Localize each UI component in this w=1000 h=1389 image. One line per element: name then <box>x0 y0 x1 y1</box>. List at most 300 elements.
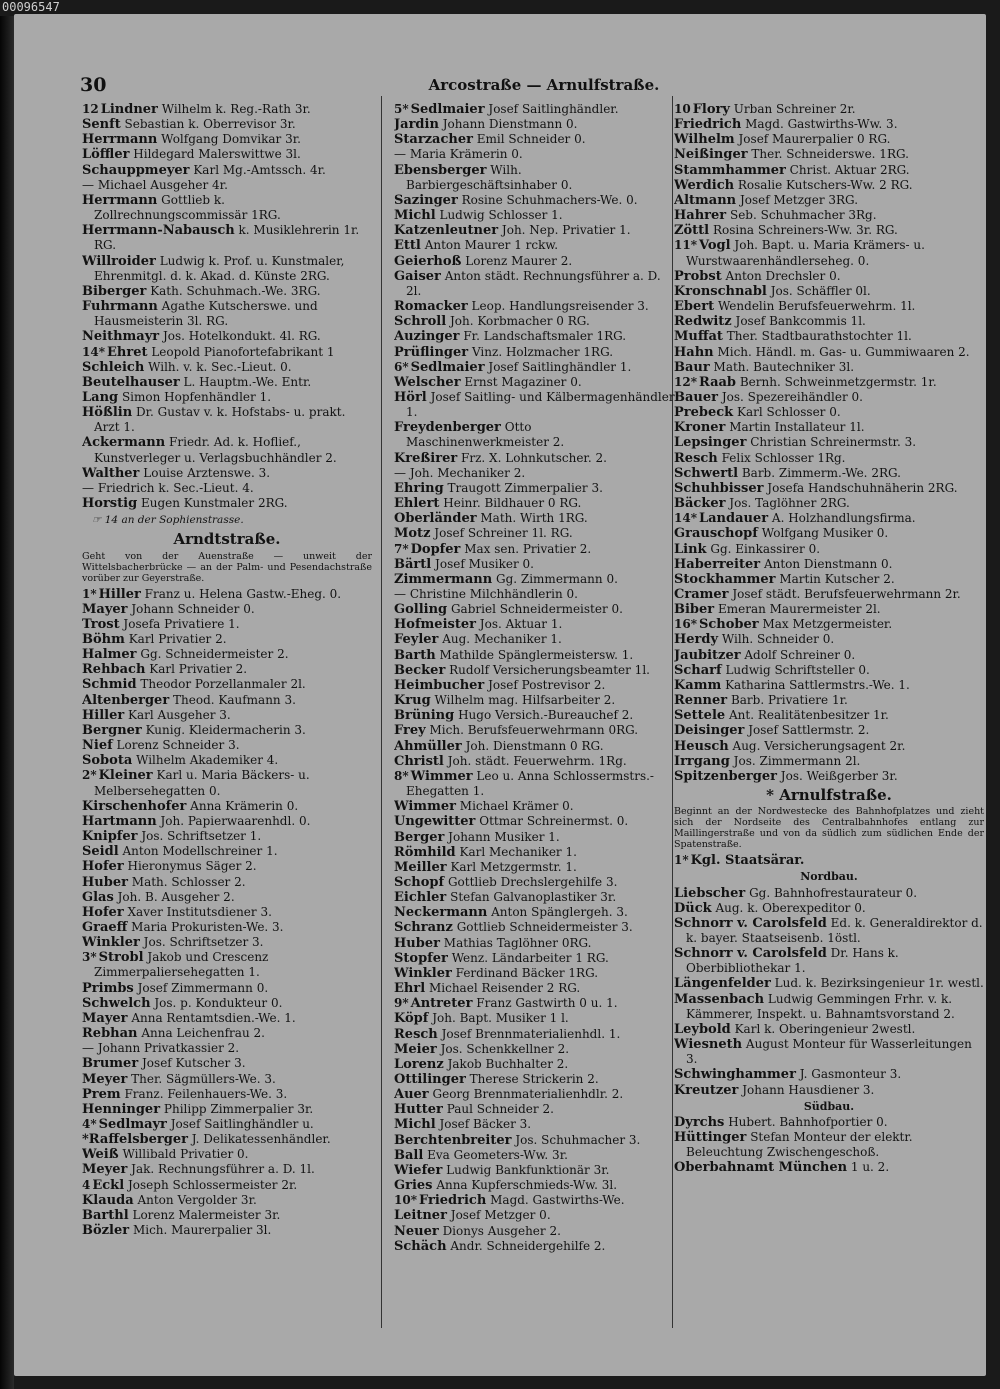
resident-details: Eugen Kunstmaler 2RG. <box>140 496 288 511</box>
resident-name: Walther <box>82 465 140 481</box>
directory-entry <box>82 829 372 844</box>
resident-name: Schauppmeyer <box>82 162 190 178</box>
entry-list-nordbau <box>674 886 984 1098</box>
resident-name: Sobota <box>82 753 133 769</box>
resident-name: Oberbahnamt München <box>674 1160 848 1176</box>
resident-details: Anton Dienstmann 0. <box>763 556 893 571</box>
cross-reference-note: ☞ 14 an der Sophienstrasse. <box>92 514 244 527</box>
resident-details: Jos. Weißgerber 3r. <box>780 768 898 783</box>
resident-details: Anna Krämerin 0. <box>190 798 299 813</box>
directory-entry <box>394 375 676 390</box>
directory-entry <box>394 1057 676 1072</box>
resident-details: Max sen. Privatier 2. <box>464 541 592 556</box>
resident-name: Feyler <box>394 632 439 648</box>
resident-name: Michl <box>394 208 436 224</box>
directory-entry <box>82 1223 372 1238</box>
resident-name: Heusch <box>674 738 729 754</box>
directory-entry <box>82 890 372 905</box>
directory-entry <box>82 329 372 344</box>
resident-name: Meyer <box>82 1162 128 1178</box>
house-number: 1* <box>674 853 689 868</box>
resident-details: Karl Privatier 2. <box>128 632 227 646</box>
resident-details: Jak. Rechnungsführer a. D. 1l. <box>131 1162 315 1177</box>
directory-entry <box>394 739 676 754</box>
directory-entry <box>674 299 984 314</box>
resident-name: Neuer <box>394 1223 439 1239</box>
resident-details: Wilhelm mag. Hilfsarbeiter 2. <box>434 693 616 708</box>
resident-name: Wimmer <box>410 768 473 784</box>
resident-name: Werdich <box>674 177 735 193</box>
resident-name: Friedrich <box>418 1193 487 1209</box>
resident-name: Herdy <box>674 632 719 648</box>
resident-name: Hörl <box>394 389 427 405</box>
resident-details: Jos. Hotelkondukt. 4l. RG. <box>162 329 321 344</box>
directory-entry <box>82 587 372 602</box>
house-number: 9* <box>394 996 409 1011</box>
resident-name: Golling <box>394 602 448 618</box>
directory-entry <box>394 269 676 299</box>
resident-details: Urban Schreiner 2r. <box>733 102 856 116</box>
directory-entry <box>394 329 676 344</box>
resident-details: Emeran Maurermeister 2l. <box>717 602 881 617</box>
directory-entry <box>394 996 676 1011</box>
directory-entry <box>394 223 676 238</box>
resident-details: Wilhelm k. Reg.-Rath 3r. <box>161 102 311 116</box>
directory-entry <box>82 1041 372 1056</box>
resident-details: Kunig. Kleidermacherin 3. <box>145 722 306 737</box>
directory-entry <box>82 905 372 920</box>
resident-name: Schober <box>698 617 759 633</box>
resident-details: Dr. Gustav v. k. Hofstabs- u. prakt. Arzt 1. <box>94 405 346 435</box>
resident-name: Stopfer <box>394 950 448 966</box>
resident-details: Otto Maschinenwerkmeister 2. <box>406 420 565 450</box>
resident-name: Huber <box>82 874 128 890</box>
directory-entry <box>394 557 676 572</box>
directory-entry <box>674 390 984 405</box>
directory-entry <box>674 1130 984 1160</box>
resident-details: Ant. Realitätenbesitzer 1r. <box>728 708 889 723</box>
resident-details: Ferdinand Bäcker 1RG. <box>455 965 599 980</box>
directory-entry <box>674 693 984 708</box>
directory-entry <box>674 1160 984 1175</box>
directory-entry <box>394 1027 676 1042</box>
resident-details: L. Hauptm.-We. Entr. <box>183 374 312 389</box>
directory-entry <box>394 147 676 162</box>
directory-entry <box>82 677 372 692</box>
house-number: 1* <box>82 586 97 601</box>
resident-name: Prüflinger <box>394 344 469 360</box>
directory-entry <box>674 739 984 754</box>
resident-details: Ludwig k. Prof. u. Kunstmaler, Ehrenmitgl. d. k. Akad. d. Künste 2RG. <box>94 253 345 283</box>
directory-entry <box>674 132 984 147</box>
resident-details: Lorenz Schneider 3. <box>116 738 240 753</box>
resident-name: Schwelch <box>82 995 151 1011</box>
house-number: 4* <box>82 1117 97 1131</box>
directory-entry <box>82 799 372 814</box>
directory-entry <box>82 481 372 496</box>
directory-entry <box>82 223 372 253</box>
directory-entry <box>82 102 372 117</box>
directory-entry <box>394 981 676 996</box>
resident-name: *Raffelsberger <box>82 1132 188 1148</box>
resident-name: Lorenz <box>394 1056 444 1072</box>
resident-name: Neißinger <box>674 147 748 163</box>
resident-details: Josef Zimmermann 0. <box>137 980 269 995</box>
resident-details: Wenz. Ländarbeiter 1 RG. <box>451 950 609 965</box>
resident-name: Sedlmayr <box>98 1117 167 1132</box>
resident-name: Trost <box>82 616 120 632</box>
resident-name: Nief <box>82 738 113 754</box>
directory-entry <box>674 1067 984 1082</box>
subheading-nordbau: Nordbau. <box>800 870 858 884</box>
resident-details: Ernst Magaziner 0. <box>464 374 582 389</box>
directory-entry <box>394 1178 676 1193</box>
directory-entry <box>394 208 676 223</box>
directory-entry <box>674 481 984 496</box>
resident-name: Graeff <box>82 919 128 935</box>
resident-name: Scharf <box>674 662 722 678</box>
resident-details: Mich. Berufsfeuerwehrmann 0RG. <box>429 723 639 738</box>
directory-entry <box>82 299 372 329</box>
directory-entry <box>674 238 984 268</box>
resident-details: Wilhelm Akademiker 4. <box>136 753 279 768</box>
resident-details: Bernh. Schweinmetzgermstr. 1r. <box>739 374 937 389</box>
directory-entry <box>674 678 984 693</box>
resident-name: Starzacher <box>394 132 473 148</box>
house-number: 2* <box>82 768 97 783</box>
directory-entry <box>674 314 984 329</box>
column-left <box>82 102 372 1332</box>
directory-entry <box>394 360 676 375</box>
directory-entry <box>394 511 676 526</box>
directory-entry <box>394 466 676 481</box>
resident-details: Anton Spänglergeh. 3. <box>491 905 628 920</box>
directory-entry <box>674 329 984 344</box>
directory-entry <box>394 526 676 541</box>
resident-name: Kgl. Staatsärar. <box>690 853 805 869</box>
resident-details: Gg. Bahnhofrestaurateur 0. <box>749 885 918 900</box>
resident-name: Jardin <box>394 117 439 133</box>
resident-details: Hugo Versich.-Bureauchef 2. <box>458 708 634 723</box>
resident-details: Magd. Gastwirths-We. <box>490 1193 625 1208</box>
house-number: 12 <box>82 102 99 116</box>
resident-details: Mich. Händl. m. Gas- u. Gummiwaaren 2. <box>717 344 970 359</box>
resident-details: Aug. Versicherungsagent 2r. <box>732 738 906 753</box>
resident-details: Maria Prokuristen-We. 3. <box>131 919 284 934</box>
street-description-arnulfstrasse: Beginnt an der Nordwestecke des Bahnhofplatzes und zieht sich der Nordseite des Centralbahnhofes entlang zur Maillingerstraße und von da südlich zum südlichen Ende der Spatenstraße. <box>674 806 984 851</box>
resident-name: Leybold <box>674 1021 731 1037</box>
resident-details: Josef Musiker 0. <box>435 556 534 571</box>
resident-details: Hildegard Malerswittwe 3l. <box>133 147 301 162</box>
directory-entry <box>674 572 984 587</box>
directory-entry <box>82 844 372 859</box>
directory-entry <box>674 163 984 178</box>
directory-entry <box>674 632 984 647</box>
resident-details: Leo u. Anna Schlossermstrs.-Ehegatten 1. <box>406 768 654 799</box>
directory-entry <box>82 1162 372 1177</box>
directory-entry <box>82 193 372 223</box>
directory-entry <box>674 466 984 481</box>
resident-details: Gg. Einkassirer 0. <box>710 541 821 556</box>
resident-details: Philipp Zimmerpalier 3r. <box>163 1101 314 1116</box>
directory-entry <box>394 951 676 966</box>
resident-name: Ebert <box>674 299 715 315</box>
resident-name: Baur <box>674 359 710 375</box>
resident-name: Kamm <box>674 677 722 693</box>
resident-details: Josef Saitlinghändler u. <box>170 1117 314 1131</box>
resident-details: Xaver Institutsdiener 3. <box>127 904 272 919</box>
resident-name: Lepsinger <box>674 435 747 451</box>
house-number: 3* <box>82 950 97 965</box>
resident-details: Karl Privatier 2. <box>149 662 248 677</box>
resident-name: Weiß <box>82 1147 119 1163</box>
resident-name: Strobl <box>98 950 144 966</box>
resident-name: Rebhan <box>82 1026 138 1042</box>
resident-name: Schopf <box>394 874 445 890</box>
resident-details: Jakob Buchhalter 2. <box>447 1056 569 1071</box>
resident-name: Kreutzer <box>674 1082 739 1098</box>
resident-details: Wolfgang Domvikar 3r. <box>161 132 301 147</box>
resident-name: Freydenberger <box>394 420 501 436</box>
resident-details: Josef Brennmaterialienhdl. 1. <box>441 1026 621 1041</box>
resident-name: Hofmeister <box>394 617 476 633</box>
directory-entry <box>674 617 984 632</box>
directory-entry <box>82 496 372 511</box>
resident-details: Martin Installateur 1l. <box>729 420 865 435</box>
directory-entry <box>674 708 984 723</box>
resident-details: Aug. k. Oberexpeditor 0. <box>715 900 866 915</box>
resident-name: Settele <box>674 708 726 724</box>
resident-name: Motz <box>394 526 431 542</box>
directory-entry <box>82 345 372 360</box>
directory-entry <box>674 435 984 450</box>
resident-details: Jakob und Crescenz Zimmerpaliersehegatten 1. <box>94 950 269 980</box>
resident-name: Bergner <box>82 722 142 738</box>
resident-details: Aug. Mechaniker 1. <box>442 632 562 647</box>
resident-name: Ottilinger <box>394 1072 466 1087</box>
resident-name: Schranz <box>394 920 453 936</box>
resident-details: Traugott Zimmerpalier 3. <box>447 480 603 495</box>
resident-details: Ther. Stadtbaurathstochter 1l. <box>726 329 912 344</box>
resident-details: Josef städt. Berufsfeuerwehrmann 2r. <box>732 587 961 601</box>
directory-entry <box>394 1224 676 1239</box>
resident-name: Christl <box>394 753 444 769</box>
directory-entry <box>394 754 676 769</box>
resident-name: Seidl <box>82 844 119 860</box>
resident-name: Schwertl <box>674 465 739 481</box>
resident-name: Rehbach <box>82 662 146 678</box>
resident-details: August Monteur für Wasserleitungen 3. <box>686 1037 972 1067</box>
resident-details: Josef Postrevisor 2. <box>488 677 606 692</box>
resident-name: Schroll <box>394 314 447 330</box>
column-middle <box>394 102 676 1332</box>
resident-name: Eckl <box>92 1177 125 1193</box>
resident-details: Jos. Schäffler 0l. <box>770 283 871 298</box>
directory-entry <box>674 723 984 738</box>
resident-details: Josef Maurerpalier 0 RG. <box>738 132 891 147</box>
resident-name: Biber <box>674 602 715 618</box>
directory-entry <box>394 451 676 466</box>
resident-details: Kath. Schuhmach.-We. 3RG. <box>150 283 321 298</box>
resident-details: Anton Vergolder 3r. <box>137 1192 257 1207</box>
resident-name: Schmid <box>82 677 137 693</box>
directory-entry <box>394 542 676 557</box>
resident-details: Rosina Schreiners-Ww. 3r. RG. <box>712 223 898 238</box>
resident-details: Gottlieb Drechslergehilfe 3. <box>447 874 618 889</box>
resident-name: Spitzenberger <box>674 768 777 784</box>
resident-name: Ebensberger <box>394 162 487 178</box>
entry-list-suedbau <box>674 1115 984 1176</box>
resident-details: Lorenz Maurer 2. <box>465 253 573 268</box>
directory-entry <box>82 132 372 147</box>
directory-entry <box>674 178 984 193</box>
directory-entry <box>82 602 372 617</box>
street-description-arndtstrasse: Geht von der Auenstraße — unweit der Wittelsbacherbrücke — an der Palm- und Pesendachstraße vorüber zur Geyerstraße. <box>82 550 372 584</box>
resident-details: Emil Schneider 0. <box>476 132 586 147</box>
directory-entry <box>394 1087 676 1102</box>
resident-name: Schleich <box>82 359 145 375</box>
resident-details: J. Gasmonteur 3. <box>799 1067 902 1082</box>
directory-entry <box>674 102 984 117</box>
house-number: 10* <box>394 1193 417 1208</box>
resident-details: Josef Sattlermstr. 2. <box>748 723 870 738</box>
resident-details: Wolfgang Musiker 0. <box>761 526 889 541</box>
resident-details: Mich. Maurerpalier 3l. <box>132 1223 272 1238</box>
entry-list-arcostrasse-left <box>82 102 372 511</box>
resident-name: Stockhammer <box>674 571 776 587</box>
resident-name: Berchtenbreiter <box>394 1132 512 1148</box>
entry-list-arndtstrasse-right <box>674 102 984 784</box>
resident-name: Bauer <box>674 389 718 405</box>
directory-entry <box>674 769 984 784</box>
directory-entry <box>394 723 676 738</box>
directory-entry <box>394 238 676 253</box>
resident-details: Josef Bankcommis 1l. <box>735 314 866 329</box>
page-number: 30 <box>80 74 107 96</box>
resident-details: A. Holzhandlungsfirma. <box>771 511 916 526</box>
resident-details: Stefan Monteur der elektr. Beleuchtung Zwischengeschoß. <box>686 1130 913 1160</box>
resident-details: Joh. Korbmacher 0 RG. <box>449 314 590 329</box>
directory-entry <box>394 1163 676 1178</box>
entry-list-staatsaerar <box>674 853 984 868</box>
resident-details: Friedr. Ad. k. Hoflief., Kunstverleger u. Verlagsbuchhändler 2. <box>94 435 337 465</box>
house-number: 14* <box>82 344 105 359</box>
directory-entry <box>394 1072 676 1087</box>
resident-name: Neithmayr <box>82 329 160 345</box>
house-number: 5* <box>394 102 409 116</box>
house-number: 4 <box>82 1177 91 1192</box>
house-number: 7* <box>394 541 409 556</box>
directory-entry <box>394 390 676 420</box>
resident-name: Horstig <box>82 496 138 512</box>
resident-details: Karl Mechaniker 1. <box>459 844 577 859</box>
house-number: 16* <box>674 617 697 632</box>
resident-details: Josef Metzger 3RG. <box>739 192 859 207</box>
resident-details: Christian Schreinermstr. 3. <box>750 435 917 450</box>
street-heading-arndtstrasse: Arndtstraße. <box>173 530 281 549</box>
column-right <box>674 102 984 1332</box>
resident-name: Raab <box>698 374 737 390</box>
resident-name: Geierhoß <box>394 253 462 269</box>
resident-name: Renner <box>674 693 728 709</box>
resident-name: Beutelhauser <box>82 374 180 390</box>
resident-details: Josef Kutscher 3. <box>142 1056 246 1071</box>
directory-entry <box>674 526 984 541</box>
resident-details: Math. Bautechniker 3l. <box>713 359 855 374</box>
directory-entry <box>394 693 676 708</box>
resident-details: Joh. B. Ausgeher 2. <box>117 889 235 904</box>
resident-name: Brumer <box>82 1056 139 1072</box>
resident-details: Gg. Schneidermeister 2. <box>140 647 289 662</box>
resident-name: Römhild <box>394 844 456 860</box>
directory-entry <box>82 1087 372 1102</box>
directory-entry <box>82 1132 372 1147</box>
directory-entry <box>82 435 372 465</box>
directory-entry <box>394 1102 676 1117</box>
directory-entry <box>82 254 372 284</box>
resident-details: Ludwig Bankfunktionär 3r. <box>446 1162 610 1177</box>
resident-name: Böhm <box>82 632 125 647</box>
resident-name: Frey <box>394 723 426 739</box>
directory-entry <box>394 496 676 511</box>
resident-details: Josef Metzger 0. <box>450 1208 551 1223</box>
directory-entry <box>394 814 676 829</box>
directory-entry <box>394 117 676 132</box>
resident-name: Hiller <box>82 707 125 723</box>
resident-details: Josefa Handschuhnäherin 2RG. <box>767 480 958 495</box>
resident-details: Vinz. Holzmacher 1RG. <box>471 344 614 359</box>
resident-name: Stammhammer <box>674 162 786 178</box>
resident-name: Schäch <box>394 1238 447 1254</box>
resident-details: Barb. Privatiere 1r. <box>730 693 848 708</box>
resident-name: Willroider <box>82 253 156 269</box>
directory-entry <box>674 1083 984 1098</box>
resident-name: Dyrchs <box>674 1114 725 1130</box>
resident-name: Schwinghammer <box>674 1067 796 1083</box>
resident-name: Resch <box>394 1026 438 1042</box>
resident-details: Hieronymus Säger 2. <box>127 859 257 874</box>
resident-name: Ball <box>394 1147 424 1163</box>
directory-entry <box>82 405 372 435</box>
resident-name: Brüning <box>394 708 455 724</box>
directory-entry <box>394 1042 676 1057</box>
resident-details: Andr. Schneidergehilfe 2. <box>450 1238 606 1253</box>
directory-entry <box>394 1208 676 1223</box>
resident-name: Friedrich <box>674 117 742 133</box>
directory-entry <box>394 799 676 814</box>
directory-entry <box>674 992 984 1022</box>
resident-details: Dr. Hans k. Oberbibliothekar 1. <box>686 946 899 976</box>
resident-name: Hüttinger <box>674 1130 747 1145</box>
resident-details: Wilh. Barbiergeschäftsinhaber 0. <box>406 162 573 192</box>
book-binding-shadow <box>0 0 14 1389</box>
resident-details: Joh. Dienstmann 0 RG. <box>465 738 604 753</box>
resident-name: Oberländer <box>394 511 477 527</box>
resident-details: Michael Reisender 2 RG. <box>428 981 581 996</box>
resident-name: Altmann <box>674 192 737 208</box>
resident-details: Rudolf Versicherungsbeamter 1l. <box>449 662 650 677</box>
directory-entry <box>674 193 984 208</box>
house-number: 12* <box>674 374 697 389</box>
resident-details: 1 u. 2. <box>850 1160 890 1175</box>
directory-entry <box>82 1147 372 1162</box>
resident-name: Leitner <box>394 1208 447 1224</box>
resident-details: Georg Brennmaterialienhdlr. 2. <box>432 1087 624 1102</box>
directory-entry <box>82 693 372 708</box>
directory-entry <box>674 976 984 991</box>
directory-entry <box>394 587 676 602</box>
resident-details: Martin Kutscher 2. <box>779 571 895 586</box>
